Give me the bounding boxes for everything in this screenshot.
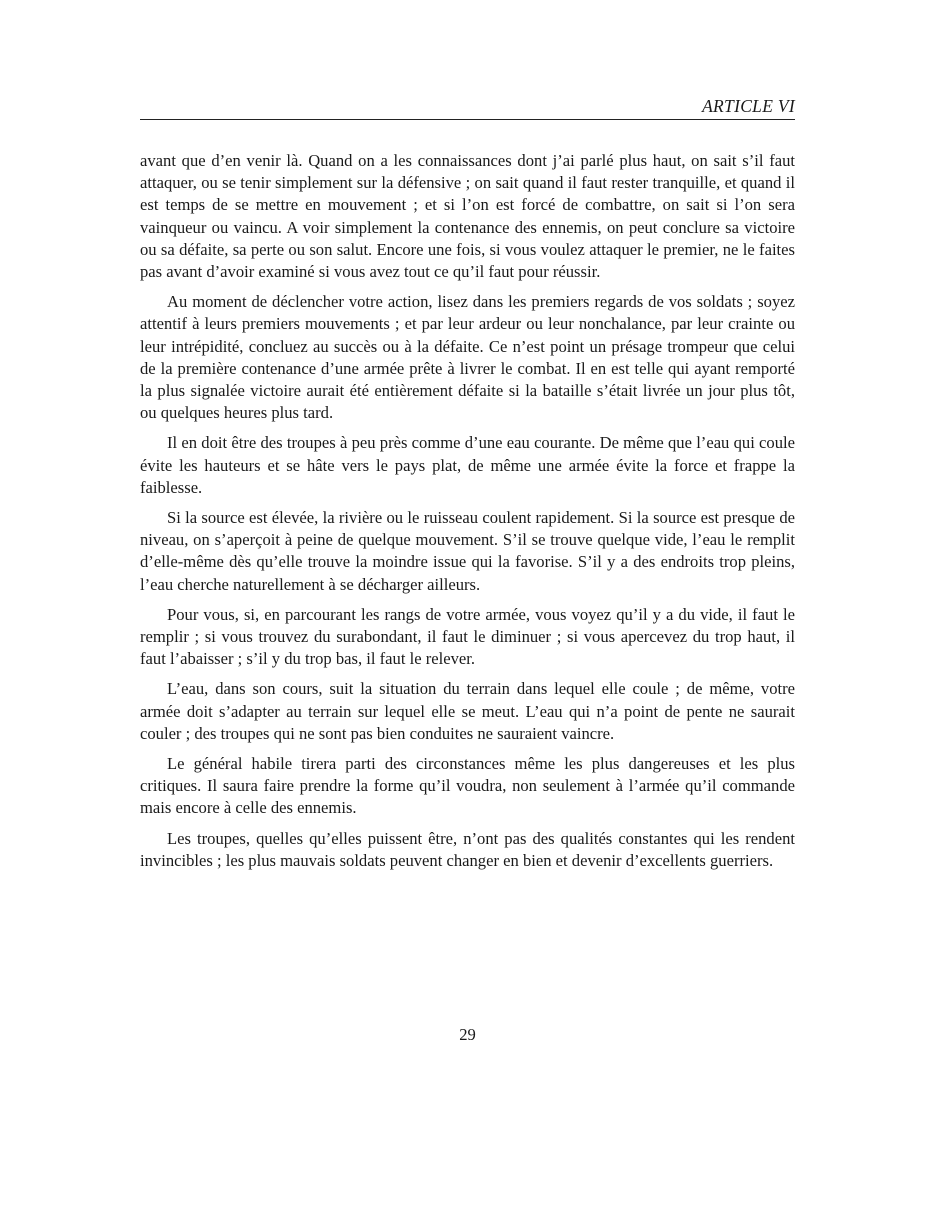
paragraph: Il en doit être des troupes à peu près comme d’une eau courante. De même que l’eau qui coule évite les hauteurs et se hâte vers le pays plat, de même une armée évite la force et frappe la faiblesse. — [140, 433, 795, 497]
running-header-title: ARTICLE VI — [702, 96, 795, 116]
paragraph: Pour vous, si, en parcourant les rangs de votre armée, vous voyez qu’il y a du vide, il faut le remplir ; si vous trouvez du surabondant, il faut le diminuer ; si vous apercevez du trop haut, il faut l’abaisser ; s’il y du trop bas, il faut le relever. — [140, 604, 795, 669]
paragraph: Si la source est élevée, la rivière ou le ruisseau coulent rapidement. Si la source est presque de niveau, on s’aperçoit à peine de quelque mouvement. S’il se trouve quelque vide, l’eau le remplit d’elle-même dès qu’elle trouve la moindre issue qui la favorise. S’il y a des endroits trop pleins, l’eau cherche naturellement à se décharger ailleurs. — [140, 508, 795, 594]
body-text — [140, 150, 795, 880]
paragraph-continued: avant que d’en venir là. Quand on a les connaissances dont j’ai parlé plus haut, on sait s’il faut attaquer, ou se tenir simplement sur la défensive ; on sait quand il faut rester tranquille, et quand il est temps de se mettre en mouvement ; et si l’on est forcé de combattre, on sait si l’on sera vainqueur ou vaincu. A voir simplement la contenance des ennemis, on peut conclure sa victoire ou sa défaite, sa perte ou son salut. Encore une fois, si vous voulez attaquer le premier, ne le faites pas avant d’avoir examiné si vous avez tout ce qu’il faut pour réussir. — [140, 151, 795, 282]
paragraph: Au moment de déclencher votre action, lisez dans les premiers regards de vos soldats ; soyez attentif à leurs premiers mouvements ; et par leur ardeur ou leur nonchalance, par leur crainte ou leur intrépidité, concluez au succès ou à la défaite. Ce n’est point un présage trompeur que celui de la première contenance d’une armée prête à livrer le combat. Il en est telle qui ayant remporté la plus signalée victoire aurait été entièrement défaite si la bataille s’était livrée un jour plus tôt, ou quelques heures plus tard. — [140, 292, 795, 423]
header-rule — [140, 119, 795, 120]
paragraph: L’eau, dans son cours, suit la situation du terrain dans lequel elle coule ; de même, votre armée doit s’adapter au terrain sur lequel elle se meut. L’eau qui n’a point de pente ne saurait couler ; des troupes qui ne sont pas bien conduites ne sauraient vaincre. — [140, 679, 795, 743]
paragraph: Le général habile tirera parti des circonstances même les plus dangereuses et les plus critiques. Il saura faire prendre la forme qu’il voudra, non seulement à l’armée qu’il commande mais encore à celle des ennemis. — [140, 754, 795, 818]
page-number: 29 — [459, 1025, 476, 1044]
paragraph: Les troupes, quelles qu’elles puissent être, n’ont pas des qualités constantes qui les rendent invincibles ; les plus mauvais soldats peuvent changer en bien et devenir d’excellents guerriers. — [140, 828, 795, 870]
